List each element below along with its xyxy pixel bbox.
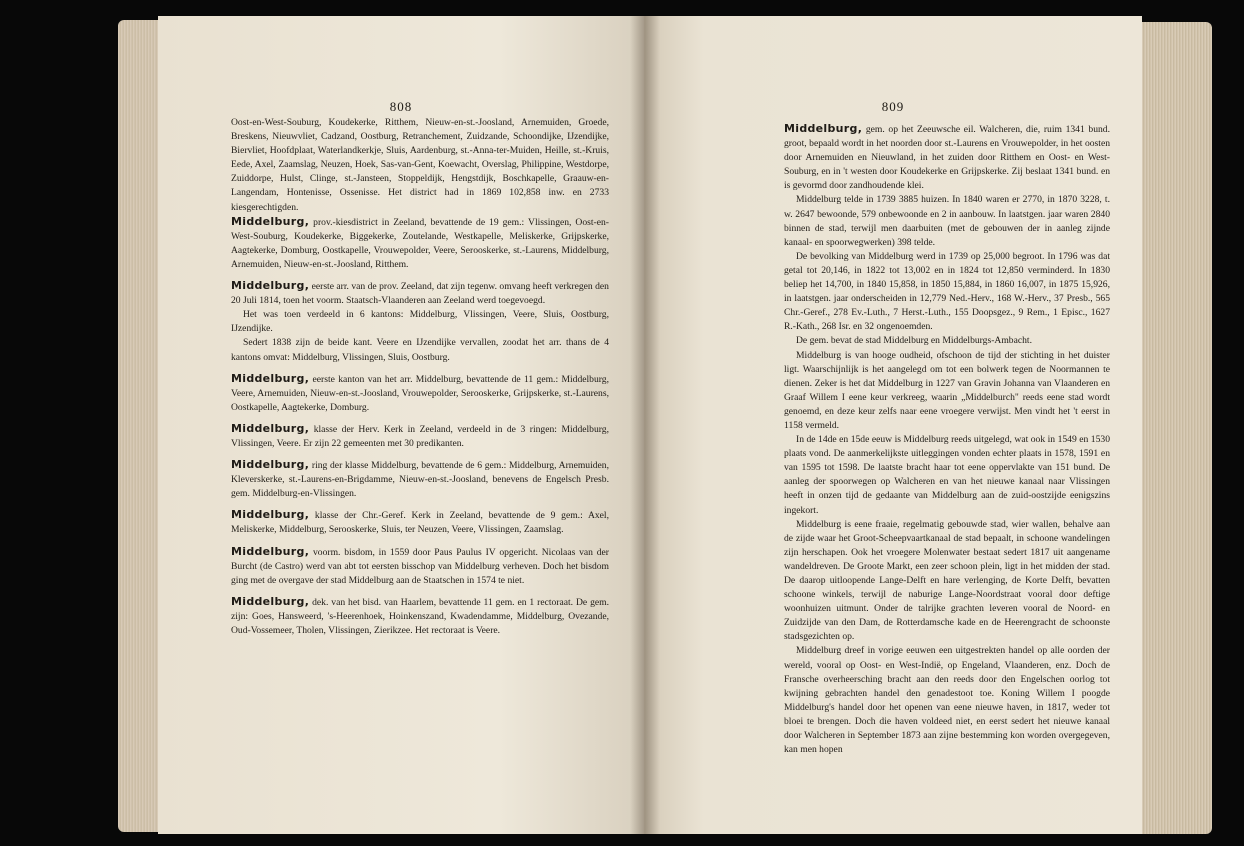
entry-first-paragraph [231, 215, 609, 272]
entry-text: klasse der Chr.-Geref. Kerk in Zeeland, bevattende de 9 gem.: Axel, Meliskerke, Middelburg, Serooskerke, Sluis, ter Neuzen, Veere, Vlissingen, Zaamslag. [231, 510, 609, 536]
entry-text: eerste kanton van het arr. Middelburg, bevattende de 11 gem.: Middelburg, Veere, Arnemuiden, Nieuw-en-st.-Joosland, Vrouwepolder, Serooskerke, Grijpskerke, st.-Laurens, Oostkapelle, Aagtekerke, Domburg. [231, 373, 609, 413]
right-page [644, 16, 1142, 834]
page-number-right: 809 [881, 99, 905, 114]
entry-first-paragraph [231, 372, 609, 415]
entry-text: gem. op het Zeeuwsche eil. Walcheren, die, ruim 1341 bund. groot, bepaald wordt in het noorden door st.-Laurens en Vrouwepolder, in het oosten door Arnemuiden en Nieuwland, in het zuiden door Ritthem en Oost- en West-Souburg, en in 't westen door Koudekerke en Grijpskerke. Zij beslaat 1341 bund. en is gevormd door zandhoudende klei. [784, 124, 1110, 192]
left-page [158, 16, 644, 834]
entry-first-paragraph [231, 508, 609, 537]
right-page-edges [1140, 22, 1212, 834]
dictionary-entry [231, 458, 609, 501]
entry-paragraph [784, 250, 1110, 335]
dictionary-entry [231, 508, 609, 537]
right-text-column [784, 122, 1110, 764]
entry-paragraph [784, 334, 1110, 348]
dictionary-entry [231, 545, 609, 588]
entry-headword: Middelburg, [231, 279, 310, 293]
entry-headword: Middelburg, [784, 122, 863, 135]
dictionary-entry [231, 215, 609, 272]
continuation-paragraph: Oost-en-West-Souburg, Koudekerke, Ritthem, Nieuw-en-st.-Joosland, Arnemuiden, Groede, Breskens, Nieuwvliet, Cadzand, Oostburg, Retranchement, Zuidzande, Schoondijke, IJzendijke, Biervliet, Hoofdplaat, Waterlandkerkje, Sluis, Aardenburg, st.-Anna-ter-Muiden, Heille, st.-Kruis, Eede, Axel, Zaamslag, Neuzen, Hoek, Sas-van-Gent, Koewacht, Overslag, Philippine, Westdorpe, Zuiddorpe, Hulst, Clinge, st.-Jansteen, Stoppeldijk, Hengstdijk, Boschkapelle, Graauw-en-Langendam, Hontenisse, Ossenisse. Het district had in 1869 102,858 inw. en 2733 kiesgerechtigden. [231, 117, 609, 213]
entry-first-paragraph [231, 545, 609, 588]
entry-headword: Middelburg, [231, 371, 310, 385]
entry-text: In de 14de en 15de eeuw is Middelburg reeds uitgelegd, wat ook in 1549 en 1530 plaats vond. De aanmerkelijkste uitleggingen vonden echter plaats in 1578, 1591 en van 1595 tot 1598. De laatste bracht haar tot eene oppervlakte van 151 bund. De aanleg der spoorwegen op Walcheren en van het nieuwe kanaal naar Vlissingen heeft in onzen tijd de gedaante van Middelburg aan de zuid-oostzijde eenigszins ingekort. [784, 434, 1110, 516]
entry-paragraph [784, 644, 1110, 757]
entry-paragraph [231, 308, 609, 336]
entry-first-paragraph [231, 458, 609, 501]
book-gutter [630, 16, 660, 834]
entry-text: prov.-kiesdistrict in Zeeland, bevattende de 19 gem.: Vlissingen, Oost-en-West-Souburg, Koudekerke, Biggekerke, Zoutelande, Westkapelle, Meliskerke, Grijpskerke, Aagtekerke, Domburg, Oostkapelle, Vrouwepolder, Veere, Serooskerke, st.-Laurens, Middelburg, Arnemuiden, Nieuw-en-st.-Joosland, Ritthem. [231, 216, 609, 270]
entry-text: ring der klasse Middelburg, bevattende de 6 gem.: Middelburg, Arnemuiden, Kleverskerke, st.-Laurens-en-Brigdamme, Nieuw-en-st.-Joosland, benevens de Engelsch Presb. gem. Middelburg-en-Vlissingen. [231, 460, 609, 500]
entry-text: klasse der Herv. Kerk in Zeeland, verdeeld in de 3 ringen: Middelburg, Vlissingen, Veere. Er zijn 22 gemeenten met 30 predikanten. [231, 423, 609, 449]
entry-text: eerste arr. van de prov. Zeeland, dat zijn tegenw. omvang heeft verkregen den 20 Juli 1814, toen het voorm. Staatsch-Vlaanderen aan Zeeland werd toegevoegd. [231, 281, 609, 307]
entry-first-paragraph [231, 422, 609, 451]
entry-text: De gem. bevat de stad Middelburg en Middelburgs-Ambacht. [796, 335, 1032, 347]
dictionary-entry [231, 422, 609, 451]
entry-headword: Middelburg, [231, 214, 310, 228]
entry-text: Het was toen verdeeld in 6 kantons: Middelburg, Vlissingen, Veere, Sluis, Oostburg, IJzendijke. [231, 309, 609, 335]
entry-text: Middelburg telde in 1739 3885 huizen. In 1840 waren er 2770, in 1870 3228, t. w. 2647 bewoonde, 579 onbewoonde en 2 in aanbouw. In laatstgen. jaar waren 2840 binnen de stad, terwijl men daarbuiten (met de gebouwen der in aanleg zijnde kanaal- en spoorwegwerken) 398 telde. [784, 194, 1110, 248]
entry-text: Middelburg is eene fraaie, regelmatig gebouwde stad, wier wallen, behalve aan de zijde waar het Groot-Scheepvaartkanaal de stad bepaalt, in schoone wandelingen zijn herschapen. Ook het vroegere Molenwater bestaat sedert 1817 uit aangename wandeldreven. De Groote Markt, een zeer schoon plein, ligt in het midden der stad. De daarop uitloopende Lange-Delft en hare verlenging, de Korte Delft, bevatten schoone winkels, terwijl de naburige Lange-Noordstraat vooral door deftige woonhuizen uitmunt. Onder de talrijke grachten leveren vooral de Noord- en Zuidzijde van den Dam, de Rotterdamsche kade en de Heerengracht de schoonste stadsgezichten op. [784, 518, 1110, 643]
dictionary-entry [231, 279, 609, 365]
entry-text: Sedert 1838 zijn de beide kant. Veere en IJzendijke vervallen, zoodat het arr. thans de 4 kantons omvat: Middelburg, Vlissingen, Sluis, Oostburg. [231, 337, 609, 363]
entry-text: voorm. bisdom, in 1559 door Paus Paulus IV opgericht. Nicolaas van der Burcht (de Castro) werd van abt tot eersten bisschop van Middelburg verheven. Doch het bisdom ging met de overgave der stad Middelburg aan de Staatschen in 1574 te niet. [231, 546, 609, 586]
entry-paragraph [231, 336, 609, 364]
entry-first-paragraph [231, 279, 609, 308]
dictionary-entry [231, 595, 609, 638]
entry-first-paragraph [784, 122, 1110, 193]
entry-paragraph [784, 518, 1110, 645]
entry-text: Middelburg dreef in vorige eeuwen een uitgestrekten handel op alle oorden der wereld, vooral op Oost- en West-Indië, op Engeland, Vlaanderen, enz. Doch de Fransche overheersching bracht aan den reeds door den Engelschen oorlog tot kwijning gebrachten handel den genadestoot toe. Koning Willem I poogde Middelburg's handel door het openen van eene nieuwe haven, in 1817, weder tot bloei te brengen. Doch die haven voldeed niet, en eerst sedert het nieuwe kanaal door Walcheren in September 1873 aan zijne bestemming kon worden overgegeven, kan men hopen [784, 645, 1110, 756]
entry-headword: Middelburg, [231, 544, 310, 558]
entry-headword: Middelburg, [231, 594, 310, 608]
page-number-left: 808 [389, 99, 413, 114]
entry-paragraph [784, 349, 1110, 434]
entry-headword: Middelburg, [231, 458, 310, 472]
entry-text: dek. van het bisd. van Haarlem, bevattende 11 gem. en 1 rectoraat. De gem. zijn: Goes, Hansweerd, 's-Heerenhoek, Hoinkenszand, Kwadendamme, Middelburg, Ovezande, Oud-Vossemeer, Tholen, Vlissingen, Zierikzee. Het rectoraat is Veere. [231, 596, 610, 636]
entry-headword: Middelburg, [231, 508, 310, 522]
open-book [118, 16, 1212, 836]
dictionary-entry [784, 122, 1110, 757]
entry-headword: Middelburg, [231, 421, 310, 435]
left-text-column [231, 116, 609, 645]
entry-first-paragraph [231, 595, 609, 638]
entry-text: Middelburg is van hooge oudheid, ofschoon de tijd der stichting in het duister ligt. Waarschijnlijk is het aangelegd om tot een bolwerk tegen de Noormannen te dienen. Zeker is het dat Middelburg in 1227 van Gravin Johanna van Vlaanderen en Graaf Willem I eene keur verkreeg, waarin „Middelburch" reeds eene stad wordt genoemd, en deze keur zelfs naar eene vroegere verwijst. Men vindt het 't eerst in 1158 vermeld. [784, 349, 1110, 431]
entry-text: De bevolking van Middelburg werd in 1739 op 25,000 begroot. In 1796 was dat getal tot 20,146, in 1822 tot 13,002 en in 1824 tot 12,850 verminderd. In 1830 beliep het 14,700, in 1840 15,858, in 1850 15,884, in 1860 16,007, in 1875 15,926, in laatstgen. jaar onderscheiden in 12,779 Ned.-Herv., 168 W.-Herv., 37 Presb., 565 Chr.-Geref., 278 Ev.-Luth., 7 Herst.-Luth., 155 Doopsgez., 9 Rem., 1 Episc., 1627 R.-Kath., 268 Isr. en 32 ongenoemden. [784, 250, 1110, 333]
dictionary-entry [231, 372, 609, 415]
entry-paragraph [784, 193, 1110, 249]
entry-paragraph [784, 433, 1110, 518]
